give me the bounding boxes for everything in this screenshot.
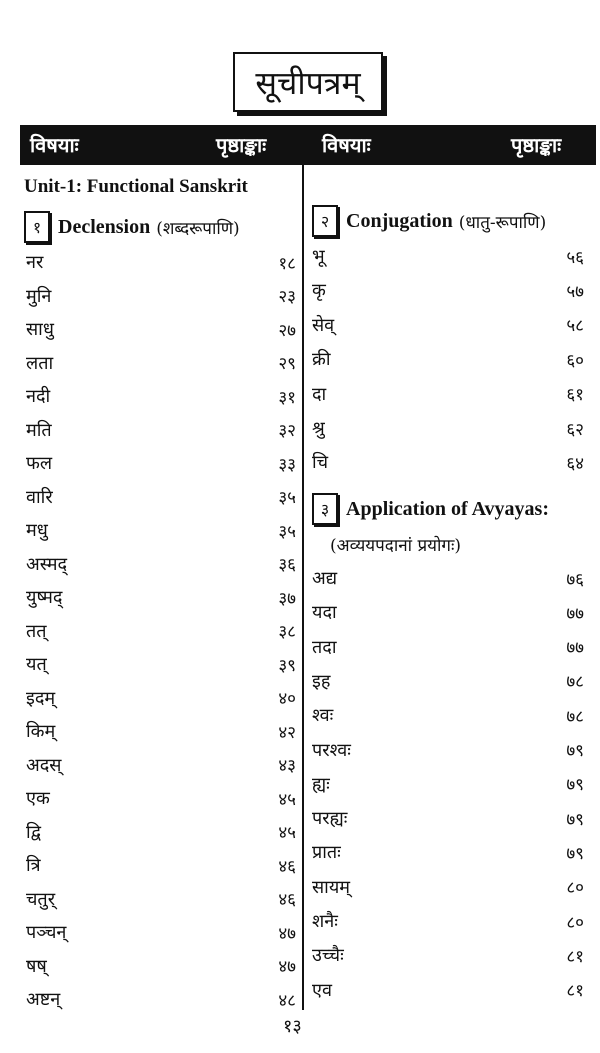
entry-page-number: ५७ <box>566 281 584 302</box>
entry-page-number: ४५ <box>278 823 296 843</box>
index-entry <box>26 648 296 680</box>
index-entry <box>26 950 296 982</box>
index-entry <box>312 274 584 306</box>
entry-word: श्वः <box>312 705 334 727</box>
entry-page-number: ४३ <box>278 756 296 776</box>
index-entry <box>26 916 296 948</box>
index-entry <box>312 836 584 868</box>
entry-page-number: ७९ <box>566 809 584 830</box>
entry-page-number: ८० <box>566 878 584 899</box>
entry-word: लता <box>26 352 54 374</box>
entry-word: नदी <box>26 386 51 407</box>
entry-word: कृ <box>312 280 326 302</box>
index-entry <box>312 446 584 478</box>
section-number-badge: १ <box>24 211 50 243</box>
entry-word: अद्य <box>312 568 338 589</box>
index-entry <box>312 768 584 800</box>
index-entry <box>26 615 296 647</box>
index-entry <box>26 548 296 580</box>
section-heading-declension <box>24 211 240 243</box>
entry-word: चि <box>312 452 329 474</box>
entry-page-number: ८१ <box>566 981 584 1002</box>
entry-page-number: ५६ <box>566 247 584 268</box>
entry-page-number: २७ <box>278 320 296 341</box>
index-entry <box>26 514 296 546</box>
index-entry <box>26 883 296 915</box>
header-subject-left: विषयाः <box>30 133 79 157</box>
index-entry <box>312 343 584 375</box>
header-page-left: पृष्ठाङ्काः <box>216 133 267 157</box>
index-entry <box>26 782 296 814</box>
entry-page-number: ४६ <box>278 856 296 877</box>
entry-page-number: ६१ <box>566 385 584 406</box>
entry-word: इह <box>312 670 331 692</box>
index-entry <box>312 734 584 766</box>
entry-page-number: ८१ <box>566 946 584 967</box>
entry-page-number: ६२ <box>566 419 584 440</box>
index-entry <box>312 309 584 341</box>
entry-page-number: ६४ <box>566 453 584 474</box>
entry-word: त्रि <box>26 855 41 876</box>
entry-page-number: ७८ <box>566 672 584 693</box>
entry-page-number: ४५ <box>278 789 296 810</box>
entry-page-number: ८० <box>566 912 584 933</box>
section-subtitle-avyaya: (अव्ययपदानां प्रयोगः) <box>330 536 462 556</box>
entry-word: अष्टन् <box>26 989 61 1010</box>
index-entry <box>312 974 584 1006</box>
index-entry <box>312 871 584 903</box>
section-heading-avyaya <box>312 493 549 525</box>
entry-word: सेव् <box>312 314 335 336</box>
column-header-bar <box>20 125 596 165</box>
entry-page-number: ७६ <box>566 569 584 590</box>
entry-word: द्वि <box>26 821 42 843</box>
entry-word: अस्मद् <box>26 553 68 575</box>
entry-word: मुनि <box>26 285 52 307</box>
entry-word: एक <box>26 788 50 809</box>
index-entry <box>26 816 296 848</box>
index-entry <box>26 280 296 312</box>
page-number: १३ <box>283 1016 302 1037</box>
entry-page-number: ३६ <box>278 555 296 575</box>
entry-word: तत् <box>26 620 47 642</box>
entry-page-number: ७९ <box>566 775 584 796</box>
entry-page-number: २९ <box>278 354 296 374</box>
index-entry <box>26 347 296 379</box>
entry-word: चतुर् <box>26 888 56 910</box>
index-entry <box>26 849 296 881</box>
entry-page-number: ७७ <box>566 603 584 624</box>
section-title: Application of Avyayas: <box>346 497 549 520</box>
entry-page-number: ४८ <box>278 990 296 1011</box>
entry-word: दा <box>312 383 327 405</box>
index-entry <box>26 380 296 412</box>
section-number-badge: ३ <box>312 493 338 525</box>
entry-word: फल <box>26 453 53 474</box>
page-title-text: सूचीपत्रम् <box>255 63 361 102</box>
index-entry <box>312 665 584 697</box>
index-entry <box>312 562 584 594</box>
page-title <box>233 52 383 112</box>
index-entry <box>26 414 296 446</box>
index-entry <box>26 983 296 1015</box>
index-entry <box>26 447 296 479</box>
entry-page-number: ३३ <box>278 454 296 475</box>
section-title-sanskrit: (शब्दरूपाणि) <box>156 218 240 239</box>
index-entry <box>26 581 296 613</box>
entry-word: क्री <box>312 349 331 371</box>
entry-page-number: ३९ <box>278 655 296 676</box>
entry-word: मति <box>26 419 52 441</box>
entry-page-number: २३ <box>278 287 296 307</box>
index-entry <box>312 240 584 272</box>
entry-word: एव <box>312 979 332 1001</box>
entry-page-number: ३५ <box>278 521 296 542</box>
entry-page-number: ७९ <box>566 843 584 864</box>
index-entry <box>312 596 584 628</box>
entry-word: किम् <box>26 721 56 742</box>
section-title-sanskrit: (धातु-रूपाणि) <box>458 212 547 233</box>
entry-page-number: ७८ <box>566 706 584 727</box>
entry-page-number: ३७ <box>278 588 296 609</box>
entry-page-number: ४० <box>278 689 296 709</box>
entry-word: यत् <box>26 654 47 675</box>
entry-word: श्रु <box>312 418 325 439</box>
section-heading-conjugation <box>312 205 546 237</box>
index-entry <box>312 699 584 731</box>
entry-word: परश्वः <box>312 739 351 761</box>
header-page-right: पृष्ठाङ्काः <box>511 133 562 157</box>
index-entry <box>312 802 584 834</box>
section-title: Declension <box>58 215 151 238</box>
index-entry <box>26 313 296 345</box>
entry-page-number: ५८ <box>566 316 584 337</box>
entry-page-number: ७९ <box>566 741 584 761</box>
entry-word: मधु <box>26 520 48 541</box>
entry-page-number: ४२ <box>278 722 296 743</box>
entry-page-number: ३५ <box>278 488 296 508</box>
index-entry <box>312 939 584 971</box>
entry-word: ह्यः <box>312 773 330 795</box>
unit-title: Unit-1: Functional Sanskrit <box>24 176 248 197</box>
entry-word: उच्चैः <box>312 945 344 967</box>
section-title: Conjugation <box>346 209 453 232</box>
index-entry <box>26 246 296 278</box>
entry-word: वारि <box>26 486 53 508</box>
entry-word: पञ्चन् <box>26 922 67 943</box>
entry-page-number: ६० <box>566 350 584 371</box>
index-entry <box>26 682 296 714</box>
index-entry <box>26 749 296 781</box>
entry-page-number: ४७ <box>278 923 296 944</box>
entry-word: शनैः <box>312 911 338 932</box>
entry-page-number: १८ <box>278 253 296 274</box>
entry-word: सायम् <box>312 876 351 898</box>
entry-word: भू <box>312 246 325 267</box>
entry-word: षष् <box>26 955 47 977</box>
section-number-badge: २ <box>312 205 338 237</box>
index-entry <box>312 378 584 410</box>
entry-word: नर <box>26 252 44 273</box>
entry-page-number: ७७ <box>566 638 584 659</box>
entry-page-number: ३८ <box>278 622 296 642</box>
index-entry <box>312 905 584 937</box>
entry-word: तदा <box>312 636 337 658</box>
entry-word: यदा <box>312 602 337 624</box>
entry-page-number: ३२ <box>278 421 296 441</box>
entry-word: अदस् <box>26 754 62 776</box>
entry-word: साधु <box>26 319 54 340</box>
entry-page-number: ४७ <box>278 957 296 977</box>
header-subject-right: विषयाः <box>322 133 371 157</box>
entry-word: युष्मद् <box>26 587 63 608</box>
entry-word: परह्यः <box>312 808 348 830</box>
column-divider <box>302 165 304 1010</box>
index-entry <box>26 481 296 513</box>
entry-page-number: ४६ <box>278 890 296 910</box>
index-entry <box>312 631 584 663</box>
entry-word: प्रातः <box>312 842 341 864</box>
entry-page-number: ३१ <box>278 387 296 408</box>
entry-word: इदम् <box>26 687 56 709</box>
index-entry <box>312 412 584 444</box>
index-entry <box>26 715 296 747</box>
